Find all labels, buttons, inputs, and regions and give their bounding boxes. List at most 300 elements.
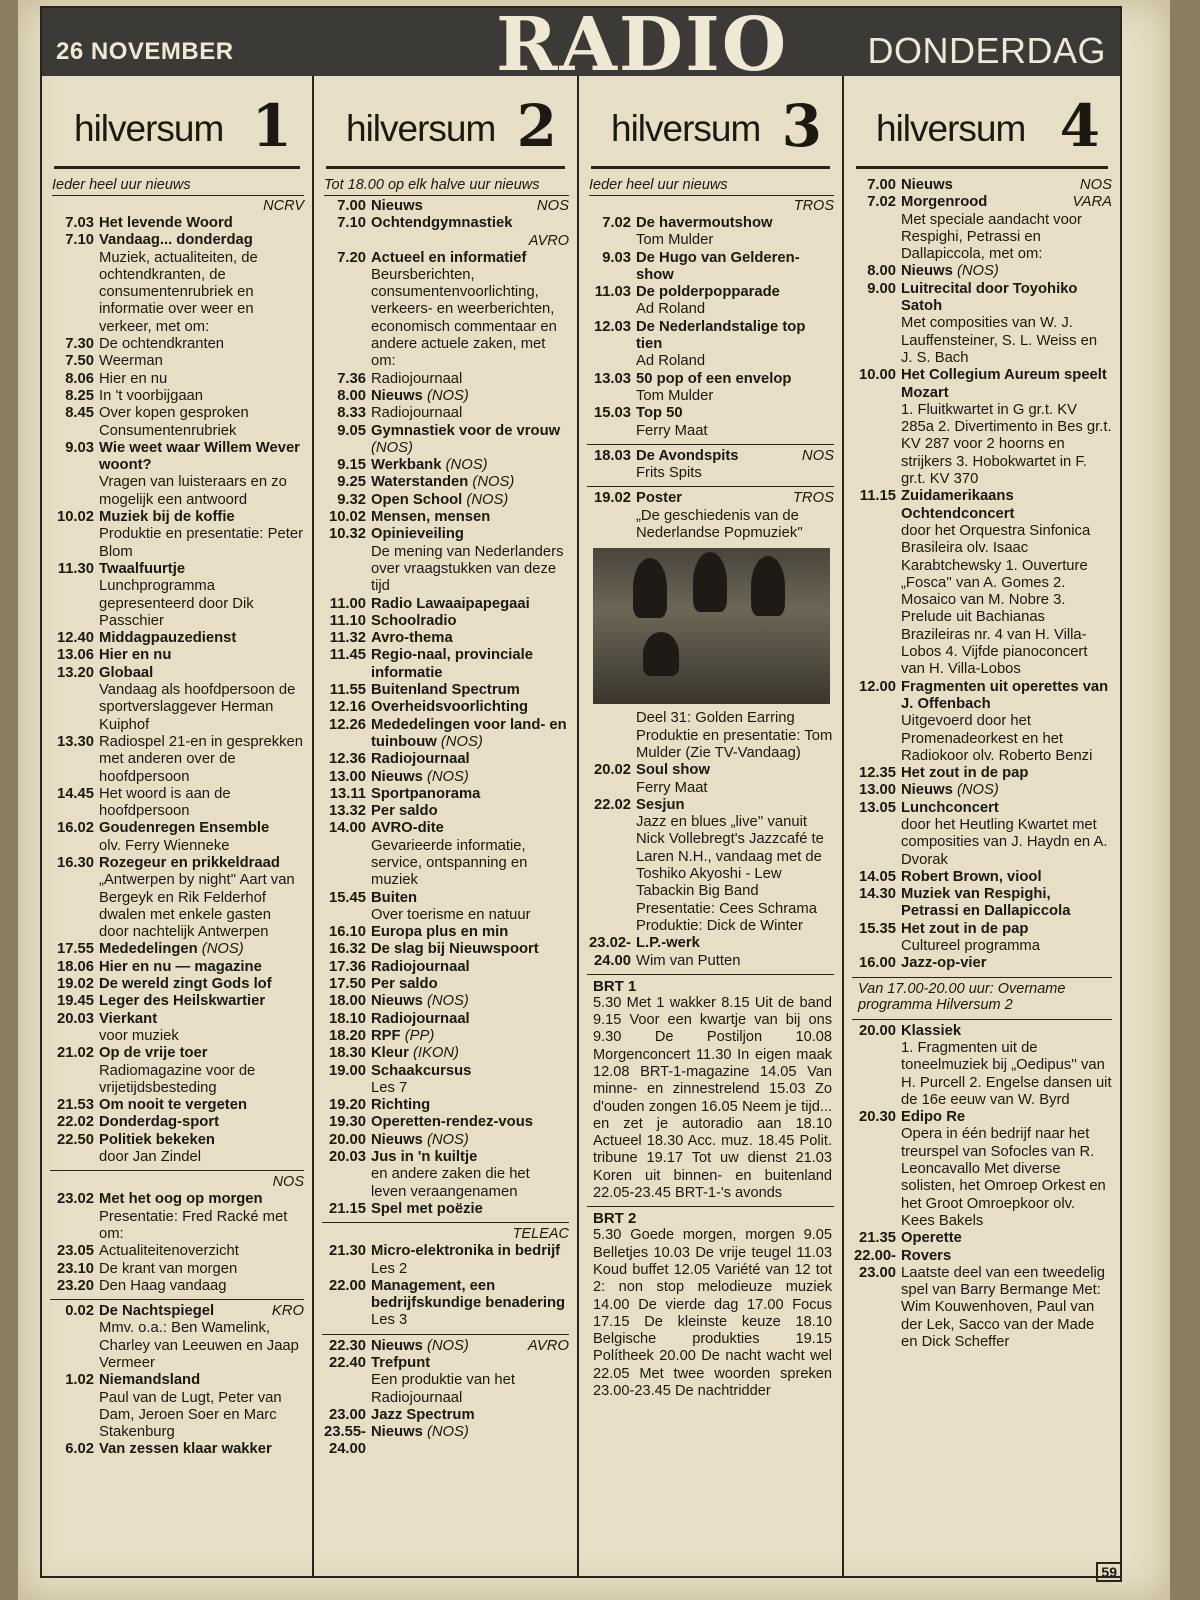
program-title: Buitenland Spectrum bbox=[371, 682, 520, 699]
program-description: Les 2 bbox=[371, 1260, 408, 1277]
program-body bbox=[371, 474, 569, 491]
program-entry bbox=[50, 1278, 304, 1295]
divider bbox=[852, 1019, 1112, 1020]
program-description: „De geschiedenis van de Nederlandse Popmuziek'' bbox=[636, 507, 803, 542]
program-time: 13.00 bbox=[328, 768, 366, 785]
program-entry bbox=[322, 1243, 569, 1278]
program-body bbox=[371, 423, 569, 458]
program-entry bbox=[50, 993, 304, 1010]
program-entry bbox=[322, 1355, 569, 1407]
program-time: 9.15 bbox=[337, 457, 366, 474]
program-entry bbox=[587, 250, 834, 285]
program-body bbox=[371, 198, 569, 215]
broadcaster-label: NCRV bbox=[263, 198, 304, 214]
program-description: Ferry Maat bbox=[636, 779, 708, 796]
program-entry bbox=[322, 371, 569, 388]
program-title: De Nederlandstalige top tien bbox=[636, 318, 806, 353]
program-entry bbox=[322, 1097, 569, 1114]
program-body bbox=[371, 1201, 569, 1218]
divider bbox=[322, 1334, 569, 1335]
broadcaster-label: NOS bbox=[536, 198, 569, 214]
program-description: Ad Roland bbox=[636, 301, 706, 318]
program-entry bbox=[322, 1338, 569, 1355]
program-title: Radiojournaal bbox=[371, 958, 470, 975]
broadcaster-label: KRO bbox=[271, 1303, 304, 1320]
program-time: 7.50 bbox=[65, 353, 94, 370]
program-entry bbox=[322, 682, 569, 699]
program-title: Hier en nu — magazine bbox=[99, 958, 262, 975]
program-title: Mensen, mensen bbox=[371, 509, 491, 526]
program-body bbox=[371, 924, 569, 941]
program-entry bbox=[587, 762, 834, 797]
broadcaster-tag: (IKON) bbox=[412, 1045, 459, 1062]
program-title: Niemandsland bbox=[99, 1372, 201, 1389]
program-entry bbox=[50, 786, 304, 821]
broadcaster-tag: (NOS) bbox=[371, 439, 413, 456]
header-title: RADIO bbox=[496, 2, 789, 88]
program-body bbox=[901, 869, 1112, 886]
program-body bbox=[371, 1355, 569, 1407]
program-body bbox=[371, 1132, 569, 1149]
program-title: Twaalfuurtje bbox=[99, 560, 186, 577]
program-entry bbox=[50, 855, 304, 941]
program-entry bbox=[50, 1243, 304, 1260]
program-description: Les 3 bbox=[371, 1312, 408, 1329]
program-body bbox=[99, 1372, 304, 1441]
program-entry bbox=[50, 1372, 304, 1441]
program-description: Vragen van luisteraars en zo mogelijk een antwoord bbox=[99, 474, 287, 508]
program-time: 1.02 bbox=[65, 1372, 94, 1389]
program-entry bbox=[50, 630, 304, 647]
program-entry bbox=[322, 198, 569, 215]
program-title: Richting bbox=[371, 1097, 431, 1114]
program-description: Vandaag als hoofdpersoon de sportverslaggever Herman Kuiphof bbox=[99, 682, 296, 733]
program-title: Opinieveiling bbox=[371, 526, 464, 543]
program-time: 13.11 bbox=[329, 785, 366, 802]
program-description: Radiomagazine voor de vrijetijdsbesteding bbox=[99, 1062, 256, 1096]
program-title: Muziek van Respighi, Petrassi en Dallapiccola bbox=[901, 886, 1071, 920]
program-time: 18.10 bbox=[328, 1010, 366, 1027]
program-entry bbox=[50, 353, 304, 370]
column-hilversum-2 bbox=[312, 76, 577, 1576]
program-time: 7.30 bbox=[65, 336, 94, 353]
program-title: Mededelingen voor land- en tuinbouw bbox=[371, 716, 567, 750]
program-entry bbox=[587, 490, 834, 542]
program-time: 18.06 bbox=[56, 958, 94, 975]
program-description: Presentatie: Fred Racké met om: bbox=[99, 1208, 288, 1242]
program-subitem: Het woord is aan de hoofdpersoon bbox=[99, 785, 231, 820]
program-time: 23.55-24.00 bbox=[324, 1424, 366, 1458]
program-body bbox=[636, 710, 834, 762]
program-entry bbox=[322, 250, 569, 371]
program-time: 23.20 bbox=[56, 1277, 94, 1294]
program-entry bbox=[322, 717, 569, 752]
program-body bbox=[901, 281, 1112, 367]
program-title: Het zout in de pap bbox=[901, 920, 1029, 937]
program-entry bbox=[852, 1248, 1112, 1352]
program-time: 22.00-23.00 bbox=[854, 1247, 896, 1281]
program-title: Operette bbox=[901, 1230, 962, 1247]
program-title: Management, een bedrijfskundige benadering bbox=[371, 1277, 566, 1312]
program-body bbox=[99, 734, 304, 786]
program-time: 16.10 bbox=[328, 924, 366, 941]
program-title: Radio Lawaaipapegaai bbox=[371, 595, 530, 612]
program-title: De slag bij Nieuwspoort bbox=[371, 941, 539, 958]
news-note: Ieder heel uur nieuws bbox=[589, 177, 834, 196]
program-description: „Antwerpen by night'' Aart van Bergeyk en Rik Felderhof dwalen met enkele gasten door nachtelijk Antwerpen bbox=[99, 872, 295, 941]
program-title: Vierkant bbox=[99, 1010, 158, 1027]
program-time: 17.36 bbox=[328, 958, 366, 975]
program-body bbox=[371, 976, 569, 993]
program-entry bbox=[852, 800, 1112, 869]
program-time: 14.45 bbox=[56, 785, 94, 802]
program-entry bbox=[852, 782, 1112, 799]
program-title: RPF bbox=[371, 1027, 401, 1044]
program-time: 12.40 bbox=[56, 630, 94, 647]
program-body bbox=[371, 959, 569, 976]
program-description: Laatste deel van een tweedelig spel van Barry Bermange Met: Wim Kouwenhoven, Paul van der Lek, Sacco van der Made en Dick Scheffer bbox=[901, 1264, 1106, 1350]
program-time: 16.32 bbox=[328, 941, 366, 958]
column-hilversum-3 bbox=[577, 76, 842, 1576]
program-time: 0.02 bbox=[65, 1303, 94, 1320]
program-entry bbox=[322, 492, 569, 509]
program-entry bbox=[587, 284, 834, 319]
program-description: door Jan Zindel bbox=[99, 1149, 201, 1166]
program-entry bbox=[50, 1191, 304, 1243]
program-time: 9.03 bbox=[602, 249, 631, 266]
program-time: 13.05 bbox=[858, 799, 896, 816]
program-time: 8.45 bbox=[65, 405, 94, 422]
program-title: Werkbank bbox=[371, 457, 442, 474]
program-time: 7.36 bbox=[337, 370, 366, 387]
program-description: Beursberichten, consumentenvoorlichting, verkeers- en weerberichten, economisch commentaar en andere actuele zaken, met om: bbox=[371, 266, 557, 370]
program-title: Jus in 'n kuiltje bbox=[371, 1149, 478, 1166]
program-time: 19.20 bbox=[328, 1097, 366, 1114]
program-body bbox=[99, 1114, 304, 1131]
program-title: Morgenrood bbox=[901, 194, 988, 211]
program-description: De mening van Nederlanders over vraagstukken van deze tijd bbox=[371, 543, 564, 595]
program-entry bbox=[322, 1045, 569, 1062]
program-body bbox=[371, 890, 569, 925]
program-body bbox=[99, 353, 304, 370]
broadcaster-tag: (PP) bbox=[404, 1027, 435, 1044]
program-entry bbox=[50, 440, 304, 509]
program-body bbox=[371, 371, 569, 388]
program-body bbox=[371, 1011, 569, 1028]
program-entry bbox=[50, 371, 304, 388]
program-body bbox=[371, 1424, 569, 1459]
program-entry bbox=[322, 820, 569, 889]
program-entry bbox=[852, 869, 1112, 886]
program-body bbox=[901, 679, 1112, 765]
broadcaster-tag: (NOS) bbox=[466, 491, 509, 508]
program-title: Lunchconcert bbox=[901, 799, 999, 816]
program-title: Nieuws bbox=[371, 387, 423, 404]
broadcaster-tag: (NOS) bbox=[426, 993, 469, 1010]
program-entry bbox=[322, 457, 569, 474]
divider bbox=[852, 977, 1112, 978]
program-entry bbox=[50, 1097, 304, 1114]
program-title: Poster bbox=[636, 490, 683, 507]
program-body bbox=[371, 1407, 569, 1424]
program-entry bbox=[852, 765, 1112, 782]
program-title: Klassiek bbox=[901, 1022, 962, 1039]
program-time: 7.10 bbox=[337, 215, 366, 232]
program-title: Avro-thema bbox=[371, 630, 453, 647]
program-body bbox=[99, 1191, 304, 1243]
program-entry bbox=[322, 215, 569, 232]
program-title: Zuidamerikaans Ochtendconcert bbox=[901, 488, 1015, 522]
program-entry bbox=[322, 1063, 569, 1098]
broadcaster-tag: (NOS) bbox=[426, 387, 469, 404]
program-body bbox=[99, 1045, 304, 1097]
program-body bbox=[99, 1278, 304, 1295]
program-title: Operetten-rendez-vous bbox=[371, 1114, 533, 1131]
divider bbox=[587, 974, 834, 975]
program-entry bbox=[852, 886, 1112, 921]
program-subitem: De ochtendkranten bbox=[99, 336, 225, 353]
program-body bbox=[371, 457, 569, 474]
program-body bbox=[99, 405, 304, 440]
program-title: Overheidsvoorlichting bbox=[371, 699, 529, 716]
program-description: 1. Fragmenten uit de toneelmuziek bij „Oedipus'' van H. Purcell 2. Engelse dansen uit de 16e eeuw van W. Byrd bbox=[901, 1039, 1112, 1108]
program-title: Fragmenten uit operettes van J. Offenbach bbox=[901, 678, 1109, 712]
program-title: De polderpopparade bbox=[636, 284, 780, 301]
program-entry bbox=[852, 679, 1112, 765]
program-entry bbox=[50, 405, 304, 440]
program-title: Nieuws bbox=[371, 1424, 423, 1441]
program-title: Schoolradio bbox=[371, 612, 457, 629]
program-body bbox=[901, 886, 1112, 921]
program-body bbox=[99, 1441, 304, 1458]
program-time: 11.45 bbox=[329, 647, 366, 664]
program-body bbox=[99, 993, 304, 1010]
program-entry bbox=[50, 734, 304, 786]
program-body bbox=[371, 492, 569, 509]
program-description: Frits Spits bbox=[636, 465, 702, 482]
program-entry bbox=[322, 924, 569, 941]
program-body bbox=[371, 786, 569, 803]
program-time: 19.02 bbox=[593, 490, 631, 507]
program-title: Van zessen klaar wakker bbox=[99, 1441, 272, 1458]
program-body bbox=[371, 803, 569, 820]
program-time: 12.03 bbox=[593, 318, 631, 335]
program-body bbox=[99, 665, 304, 734]
program-body bbox=[371, 388, 569, 405]
band-photo bbox=[593, 548, 830, 704]
broadcaster-tag: (NOS) bbox=[201, 941, 244, 958]
program-time: 23.05 bbox=[56, 1243, 94, 1260]
program-title: Kleur bbox=[371, 1045, 409, 1062]
program-title: De Avondspits bbox=[636, 447, 739, 464]
program-body bbox=[901, 1230, 1112, 1247]
program-time: 23.00 bbox=[328, 1406, 366, 1423]
program-body bbox=[371, 993, 569, 1010]
program-entry bbox=[322, 890, 569, 925]
program-subitem: Den Haag vandaag bbox=[99, 1277, 227, 1294]
program-entry bbox=[50, 1441, 304, 1458]
station-number: 2 bbox=[516, 92, 557, 160]
figure-silhouette bbox=[751, 556, 785, 616]
program-body bbox=[371, 1045, 569, 1062]
program-entry bbox=[50, 1011, 304, 1046]
program-title: Jazz-op-vier bbox=[901, 955, 987, 972]
program-title: Robert Brown, viool bbox=[901, 868, 1042, 885]
program-time: 14.00 bbox=[328, 820, 366, 837]
program-subitem: In 't voorbijgaan bbox=[99, 387, 204, 404]
program-time: 21.53 bbox=[56, 1097, 94, 1114]
program-entry bbox=[587, 448, 834, 483]
program-title: Rozegeur en prikkeldraad bbox=[99, 854, 280, 871]
program-time: 21.30 bbox=[328, 1243, 366, 1260]
program-body bbox=[371, 526, 569, 595]
program-body bbox=[99, 959, 304, 976]
broadcaster-label: AVRO bbox=[528, 232, 569, 249]
program-subitem: Actualiteitenoverzicht bbox=[99, 1243, 239, 1260]
program-time: 8.00 bbox=[337, 387, 366, 404]
program-entry bbox=[322, 993, 569, 1010]
program-subitem: Hier en nu bbox=[99, 370, 168, 387]
program-entry bbox=[322, 786, 569, 803]
program-body bbox=[99, 388, 304, 405]
station-name: hilversum bbox=[876, 108, 1026, 149]
program-entry bbox=[50, 1261, 304, 1278]
program-time: 20.30 bbox=[858, 1109, 896, 1126]
divider bbox=[587, 1206, 834, 1207]
program-entry bbox=[50, 388, 304, 405]
program-entry bbox=[852, 281, 1112, 367]
program-body bbox=[99, 1132, 304, 1167]
program-time: 7.02 bbox=[602, 215, 631, 231]
broadcaster-label: NOS bbox=[801, 447, 834, 464]
program-body bbox=[99, 232, 304, 336]
program-body bbox=[901, 765, 1112, 782]
program-time: 18.03 bbox=[593, 447, 631, 464]
program-description: olv. Ferry Wienneke bbox=[99, 837, 230, 854]
program-description: Uitgevoerd door het Promenadeorkest en het Radiokoor olv. Roberto Benzi bbox=[901, 713, 1093, 764]
program-time: 20.03 bbox=[56, 1010, 94, 1027]
program-entry bbox=[322, 941, 569, 958]
program-entry bbox=[322, 1278, 569, 1330]
program-body bbox=[371, 630, 569, 647]
program-entry bbox=[852, 177, 1112, 194]
program-body bbox=[901, 177, 1112, 194]
program-body bbox=[371, 1028, 569, 1045]
brt-section-brt1 bbox=[587, 978, 834, 1203]
program-time: 7.00 bbox=[867, 177, 896, 193]
program-time: 10.02 bbox=[328, 509, 366, 526]
program-description: voor muziek bbox=[99, 1027, 179, 1044]
program-title: Vandaag... donderdag bbox=[99, 232, 253, 249]
broadcaster-tag: (NOS) bbox=[426, 1337, 469, 1354]
program-entry bbox=[322, 1114, 569, 1131]
program-time: 20.03 bbox=[328, 1149, 366, 1166]
program-entry bbox=[322, 1407, 569, 1424]
program-entry bbox=[50, 665, 304, 734]
brt-schedule: 5.30 Met 1 wakker 8.15 Uit de band 9.15 Voor een kwartje van bij ons 9.30 De Postiljon 10.08 Morgenconcert 11.30 In eigen maak 12.08 BRT-1-magazine 14.05 Van minne- en zinnestrelend 15.03 Zo d'ouden zongen 16.05 Neem je tijd... en zet je autoradio aan 18.10 Actueel 18.30 Acc. muz. 18.45 Polit. tribune 19.17 Tot uw dienst 21.03 Koren uit binnen- en buitenland 22.05-23.45 BRT-1-'s avonds bbox=[593, 994, 832, 1202]
program-title: Edipo Re bbox=[901, 1109, 966, 1126]
program-time: 21.15 bbox=[328, 1200, 366, 1217]
program-body bbox=[371, 250, 569, 371]
program-entry bbox=[852, 263, 1112, 280]
program-body bbox=[371, 1149, 569, 1201]
program-entry bbox=[852, 367, 1112, 488]
program-title: De Nachtspiegel bbox=[99, 1303, 215, 1320]
program-entry bbox=[587, 319, 834, 371]
program-body bbox=[371, 1114, 569, 1131]
program-time: 17.55 bbox=[56, 941, 94, 958]
program-body bbox=[901, 488, 1112, 678]
program-description: Ad Roland bbox=[636, 353, 706, 370]
program-title: Nieuws bbox=[901, 177, 953, 193]
program-time: 8.25 bbox=[65, 387, 94, 404]
program-body bbox=[371, 769, 569, 786]
program-entry bbox=[50, 561, 304, 630]
program-entry bbox=[50, 976, 304, 993]
broadcaster-label: TROS bbox=[792, 490, 834, 507]
program-title: De Hugo van Gelderen-show bbox=[636, 249, 800, 283]
program-description: Paul van de Lugt, Peter van Dam, Jeroen Soer en Marc Stakenburg bbox=[99, 1389, 282, 1441]
program-entry bbox=[322, 388, 569, 405]
program-body bbox=[99, 1303, 304, 1372]
program-time: 6.02 bbox=[65, 1441, 94, 1458]
program-description: Jazz en blues „live'' vanuit Nick Vollebregt's Jazzcafé te Laren N.H., vandaag met de Toshiko Akyoshi - Lew Tabackin Big Band Presentatie: Cees Schrama Produktie: Dick de Winter bbox=[636, 814, 824, 934]
column-hilversum-1 bbox=[42, 76, 312, 1576]
program-body bbox=[901, 921, 1112, 956]
program-time: 12.00 bbox=[858, 678, 896, 695]
program-body bbox=[901, 194, 1112, 263]
program-title: Nieuws bbox=[901, 263, 953, 280]
program-title: Globaal bbox=[99, 664, 154, 681]
program-subitem: Weerman bbox=[99, 353, 163, 370]
program-title: Europa plus en min bbox=[371, 924, 509, 941]
program-time: 19.00 bbox=[328, 1062, 366, 1079]
column-header bbox=[591, 76, 830, 169]
figure-silhouette bbox=[643, 632, 679, 676]
program-entry bbox=[322, 751, 569, 768]
program-description: Produktie en presentatie: Peter Blom bbox=[99, 526, 303, 560]
program-time: 22.50 bbox=[56, 1131, 94, 1148]
program-time: 22.02 bbox=[593, 796, 631, 813]
column-header bbox=[54, 76, 300, 169]
program-entry bbox=[852, 1109, 1112, 1230]
program-time: 19.30 bbox=[328, 1114, 366, 1131]
program-title: Ochtendgymnastiek bbox=[371, 215, 513, 232]
program-title: Muziek bij de koffie bbox=[99, 509, 235, 526]
station-name: hilversum bbox=[74, 108, 224, 149]
program-entry bbox=[322, 526, 569, 595]
program-title: Per saldo bbox=[371, 803, 438, 820]
program-body bbox=[901, 263, 1112, 280]
program-entry bbox=[50, 215, 304, 232]
program-time: 12.26 bbox=[328, 716, 366, 733]
program-entry bbox=[322, 1028, 569, 1045]
program-entry bbox=[587, 935, 834, 970]
divider bbox=[587, 444, 834, 445]
column-header bbox=[326, 76, 565, 169]
program-time: 12.35 bbox=[858, 765, 896, 782]
station-name: hilversum bbox=[611, 108, 761, 149]
broadcaster-label: TELEAC bbox=[512, 1226, 569, 1243]
program-time: 10.32 bbox=[328, 526, 366, 543]
program-description: Cultureel programma bbox=[901, 938, 1040, 955]
program-title: De wereld zingt Gods lof bbox=[99, 976, 272, 993]
program-title: Actueel en informatief bbox=[371, 249, 527, 266]
program-title: Sportpanorama bbox=[371, 785, 481, 802]
program-title: Soul show bbox=[636, 762, 710, 779]
program-description: Deel 31: Golden Earring Produktie en presentatie: Tom Mulder (Zie TV-Vandaag) bbox=[636, 710, 833, 761]
program-title: Per saldo bbox=[371, 976, 438, 993]
